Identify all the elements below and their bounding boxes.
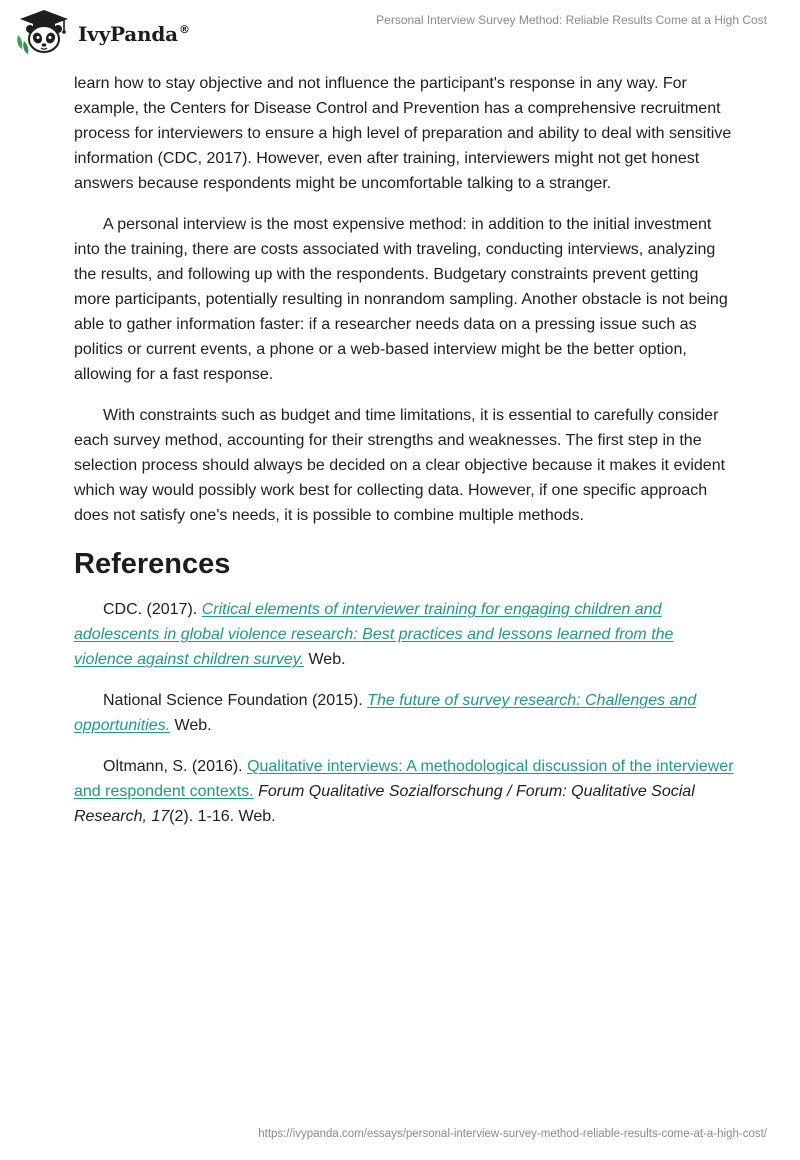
reference-author: National Science Foundation (2015). (103, 692, 368, 709)
brand-name: IvyPanda® (78, 22, 190, 46)
essay-content (74, 71, 734, 845)
reference-author: CDC. (2017). (103, 601, 202, 618)
body-paragraph: learn how to stay objective and not influence the participant's response in any way. For example, the Centers for Disease Control and Prevention has a comprehensive recruitment process for interviewers to ensure a high level of preparation and ability to deal with sensitive information (CDC, 2017). However, even after training, interviewers might not get honest answers because respondents might be uncomfortable talking to a stranger. (74, 75, 732, 192)
page-header (0, 0, 800, 70)
reference-suffix: (2). 1-16. Web. (169, 808, 276, 825)
reference-suffix: Web. (304, 651, 346, 668)
ivypanda-logo[interactable] (14, 7, 190, 57)
references-heading: References (74, 548, 231, 580)
reference-link[interactable]: Critical elements of interviewer training for engaging children and adolescents in global violence research: Best practices and lessons learned from the violence against children survey. (74, 601, 674, 668)
reference-link[interactable]: Qualitative interviews: A methodological discussion of the interviewer and respondent contexts. (74, 758, 734, 800)
reference-link[interactable]: The future of survey research: Challenges and opportunities. (74, 692, 697, 734)
panda-graduate-icon (14, 7, 74, 57)
reference-author: Oltmann, S. (2016). (103, 758, 248, 775)
reference-journal: Forum Qualitative Sozialforschung / Forum: Qualitative Social Research, 17 (74, 783, 695, 825)
reference-item (74, 754, 734, 829)
reference-suffix: Web. (170, 717, 212, 734)
body-paragraph: A personal interview is the most expensive method: in addition to the initial investment into the training, there are costs associated with traveling, conducting interviews, analyzing the results, and following up with the respondents. Budgetary constraints prevent getting more participants, potentially resulting in nonrandom sampling. Another obstacle is not being able to gather information faster: if a researcher needs data on a pressing issue such as politics or current events, a phone or a web-based interview might be the better option, allowing for a fast response. (74, 216, 728, 383)
body-paragraph: With constraints such as budget and time limitations, it is essential to carefully consider each survey method, accounting for their strengths and weaknesses. The first step in the selection process should always be decided on a clear objective because it makes it evident which way would possibly work best for collecting data. However, if one specific approach does not satisfy one's needs, it is possible to combine multiple methods. (74, 407, 726, 524)
reference-item (74, 597, 734, 672)
reference-item (74, 688, 734, 738)
document-title: Personal Interview Survey Method: Reliable Results Come at a High Cost (376, 13, 767, 27)
source-url: https://ivypanda.com/essays/personal-interview-survey-method-reliable-results-come-at-a-high-cost/ (258, 1128, 767, 1140)
registered-mark: ® (178, 23, 190, 37)
